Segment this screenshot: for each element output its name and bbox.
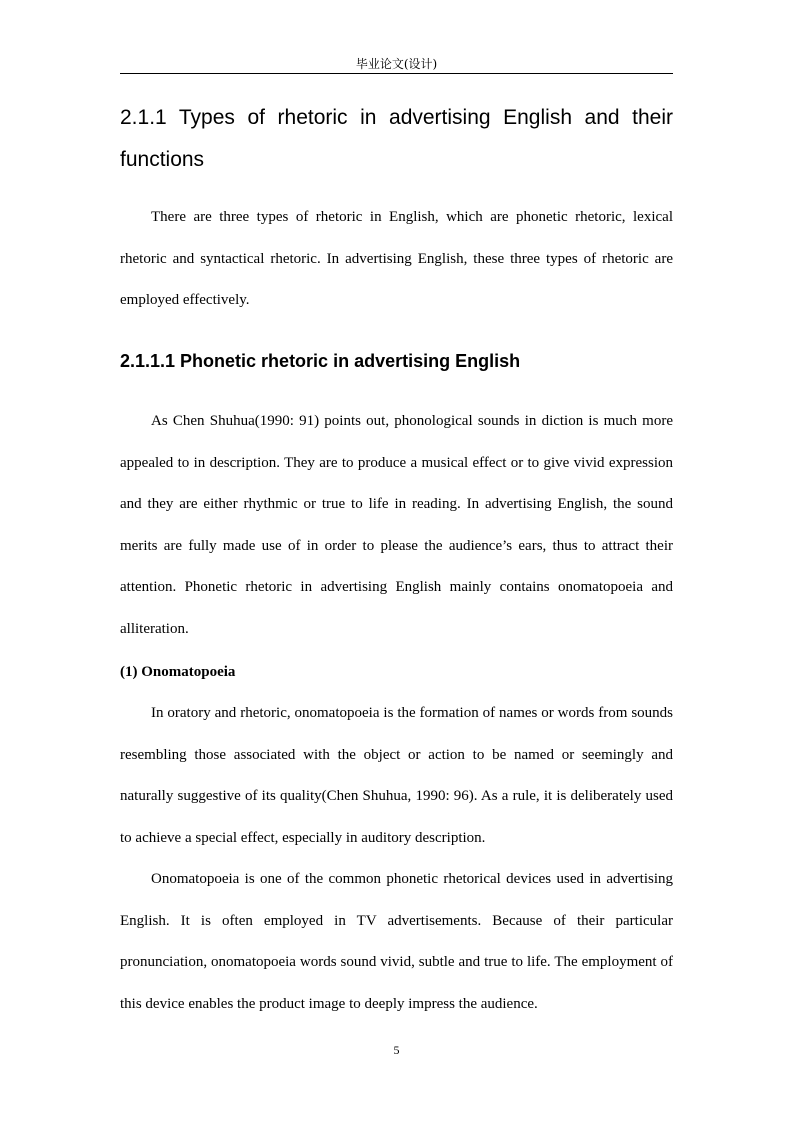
onomatopoeia-heading: (1) Onomatopoeia bbox=[120, 664, 236, 680]
onomatopoeia-usage-paragraph: Onomatopoeia is one of the common phonetic rhetorical devices used in advertising English. It is often employed in TV advertisements. Because of their particular pronunciation, onomatopoeia words sound vivid, subtle and true to life. The employment of this device enables the product image to deeply impress the audience. bbox=[120, 871, 673, 1012]
section-title: 2.1.1 Types of rhetoric in advertising English and their functions bbox=[120, 106, 673, 171]
section-intro-paragraph: There are three types of rhetoric in English, which are phonetic rhetoric, lexical rhetoric and syntactical rhetoric. In advertising English, these three types of rhetoric are employed effectively. bbox=[120, 209, 673, 309]
phonetic-rhetoric-paragraph: As Chen Shuhua(1990: 91) points out, phonological sounds in diction is much more appealed to in description. They are to produce a musical effect or to give vivid expression and they are either rhythmic or true to life in reading. In advertising English, the sound merits are fully made use of in order to please the audience’s ears, thus to attract their attention. Phonetic rhetoric in advertising English mainly contains onomatopoeia and alliteration. bbox=[120, 413, 673, 637]
running-header: 毕业论文(设计) bbox=[355, 57, 438, 71]
subsection-title: 2.1.1.1 Phonetic rhetoric in advertising English bbox=[120, 351, 521, 371]
page-number: 5 bbox=[393, 1043, 400, 1057]
header-rule bbox=[120, 73, 673, 74]
onomatopoeia-definition-paragraph: In oratory and rhetoric, onomatopoeia is the formation of names or words from sounds resembling those associated with the object or action to be named or seemingly and naturally suggestive of its quality(Chen Shuhua, 1990: 96). As a rule, it is deliberately used to achieve a special effect, especially in auditory description. bbox=[120, 705, 673, 846]
